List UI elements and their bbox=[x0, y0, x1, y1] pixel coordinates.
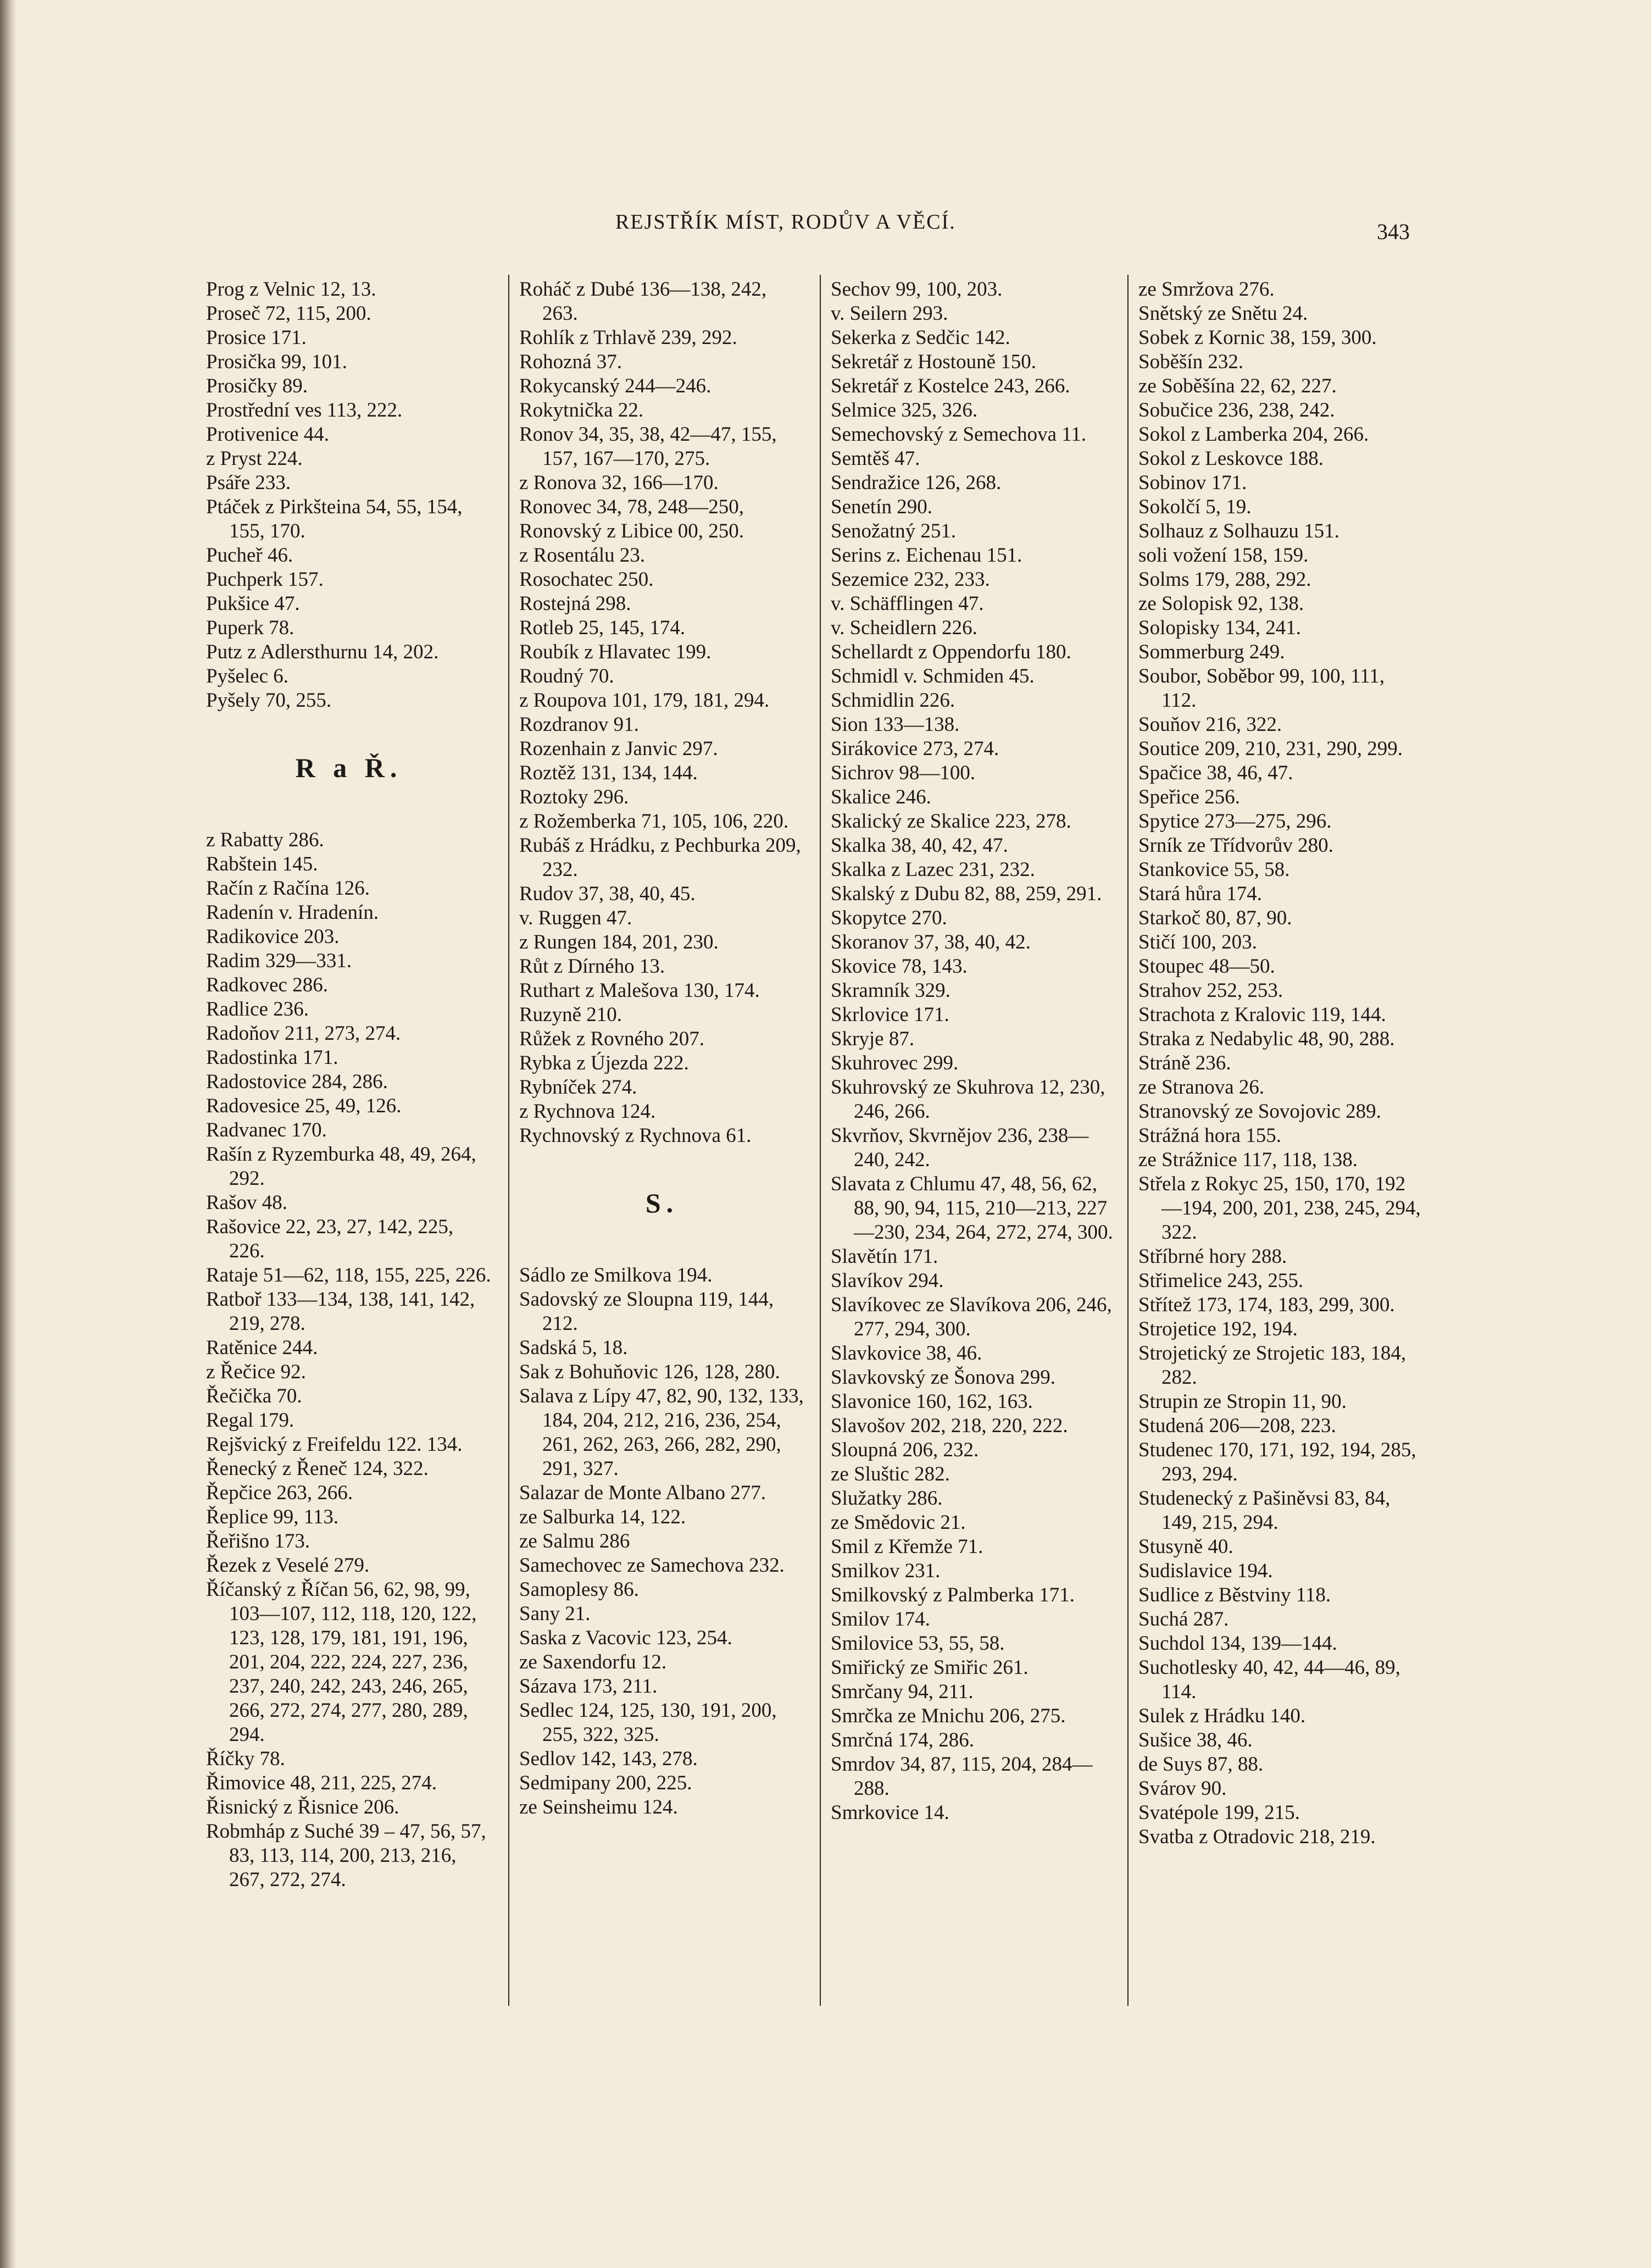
index-entry: Suchá 287. bbox=[1138, 1608, 1229, 1631]
index-entry: v. Ruggen 47. bbox=[519, 907, 632, 929]
index-entry: Soubor, Soběbor 99, 100, 111, 112. bbox=[1138, 665, 1385, 712]
index-entry: Skramník 329. bbox=[831, 979, 950, 1002]
index-entry: Sekretář z Hostouně 150. bbox=[831, 351, 1037, 373]
index-entry: Sekerka z Sedčic 142. bbox=[831, 326, 1010, 349]
index-entry: Řenecký z Řeneč 124, 322. bbox=[206, 1457, 429, 1480]
index-entry: Smrčany 94, 211. bbox=[831, 1681, 974, 1703]
column-rule bbox=[1127, 275, 1129, 2006]
index-entry: Prosice 171. bbox=[206, 326, 307, 349]
index-entry: Radostovice 284, 286. bbox=[206, 1071, 388, 1093]
index-entry: Ronovec 34, 78, 248—250, bbox=[519, 496, 744, 518]
section-heading: R a Ř. bbox=[295, 752, 403, 783]
index-entry: Stará hůra 174. bbox=[1138, 883, 1263, 905]
index-entry: Smrčka ze Mnichu 206, 275. bbox=[831, 1705, 1066, 1727]
index-entry: Salazar de Monte Albano 277. bbox=[519, 1482, 766, 1504]
index-entry: Střimelice 243, 255. bbox=[1138, 1269, 1304, 1292]
index-entry: Střela z Rokyc 25, 150, 170, 192—194, 200, 201, 238, 245, 294, 322. bbox=[1138, 1173, 1421, 1244]
index-column-3 bbox=[831, 278, 1116, 1825]
index-entry: z Ronova 32, 166—170. bbox=[519, 472, 719, 494]
index-entry: Řisnický z Řisnice 206. bbox=[206, 1796, 399, 1818]
index-entry: Skrlovice 171. bbox=[831, 1003, 949, 1026]
index-entry: Řimovice 48, 211, 225, 274. bbox=[206, 1772, 437, 1794]
index-entry: Sádlo ze Smilkova 194. bbox=[519, 1264, 713, 1287]
index-entry: Sany 21. bbox=[519, 1602, 591, 1625]
index-entry: Slavkovice 38, 46. bbox=[831, 1342, 982, 1365]
index-entry: Radkovec 286. bbox=[206, 974, 328, 996]
index-entry: Robmháp z Suché 39 – 47, 56, 57, 83, 113, 114, 200, 213, 216, 267, 272, 274. bbox=[206, 1820, 486, 1891]
index-entry: Snětský ze Snětu 24. bbox=[1138, 302, 1308, 325]
page-number: 343 bbox=[1377, 219, 1410, 244]
index-entry: Říčanský z Říčan 56, 62, 98, 99, 103—107, 112, 118, 120, 122, 123, 128, 179, 181, 191, 196, 201, 204, 222, 224, 227, 236, 237, 240, 242, 243, 246, 265, 266, 272, 274, 277, 280, 289, 294. bbox=[206, 1578, 477, 1746]
index-entry: Strojetický ze Strojetic 183, 184, 282. bbox=[1138, 1342, 1407, 1389]
index-entry: Radoňov 211, 273, 274. bbox=[206, 1022, 401, 1045]
index-entry: Protivenice 44. bbox=[206, 423, 330, 446]
index-entry: Solms 179, 288, 292. bbox=[1138, 568, 1311, 591]
index-entry: Stusyně 40. bbox=[1138, 1535, 1233, 1558]
index-entry: Sedmipany 200, 225. bbox=[519, 1772, 692, 1794]
index-entry: Sezemice 232, 233. bbox=[831, 568, 990, 591]
index-entry: Prostřední ves 113, 222. bbox=[206, 399, 403, 422]
index-entry: Strachota z Kralovic 119, 144. bbox=[1138, 1003, 1386, 1026]
index-entry: Smilkovský z Palmberka 171. bbox=[831, 1584, 1075, 1606]
index-entry: z Rychnova 124. bbox=[519, 1100, 656, 1123]
index-entry: Roháč z Dubé 136—138, 242, 263. bbox=[519, 278, 767, 325]
index-entry: Solhauz z Solhauzu 151. bbox=[1138, 520, 1339, 542]
index-entry: Stoupec 48—50. bbox=[1138, 955, 1275, 978]
index-entry: Souňov 216, 322. bbox=[1138, 713, 1282, 736]
index-entry: Sendražice 126, 268. bbox=[831, 472, 1002, 494]
index-entry: Strážná hora 155. bbox=[1138, 1124, 1281, 1147]
index-entry: Prosičky 89. bbox=[206, 375, 308, 397]
index-entry: Semechovský z Semechova 11. bbox=[831, 423, 1087, 446]
index-entry: Slavonice 160, 162, 163. bbox=[831, 1390, 1033, 1413]
index-entry: Roudný 70. bbox=[519, 665, 614, 687]
index-entry: Sak z Bohuňovic 126, 128, 280. bbox=[519, 1361, 780, 1383]
index-entry: Ruzyně 210. bbox=[519, 1003, 622, 1026]
index-entry: Slavkovský ze Šonova 299. bbox=[831, 1366, 1056, 1389]
index-entry: Rejšvický z Freifeldu 122. 134. bbox=[206, 1433, 463, 1456]
index-entry: Spačice 38, 46, 47. bbox=[1138, 762, 1293, 784]
index-entry: v. Schäfflingen 47. bbox=[831, 592, 984, 615]
index-entry: Schmidl v. Schmiden 45. bbox=[831, 665, 1035, 687]
index-entry: Řeplice 99, 113. bbox=[206, 1506, 339, 1528]
index-entry: soli vožení 158, 159. bbox=[1138, 544, 1309, 567]
index-entry: Putz z Adlersthurnu 14, 202. bbox=[206, 641, 439, 663]
index-entry: Sudlice z Běstviny 118. bbox=[1138, 1584, 1331, 1606]
index-entry: Slavětín 171. bbox=[831, 1245, 938, 1268]
index-entry: Slavošov 202, 218, 220, 222. bbox=[831, 1415, 1068, 1437]
index-entry: Řeřišno 173. bbox=[206, 1530, 310, 1552]
index-entry: Sobučice 236, 238, 242. bbox=[1138, 399, 1335, 422]
index-entry: Pyšely 70, 255. bbox=[206, 689, 332, 712]
index-entry: Pyšelec 6. bbox=[206, 665, 289, 687]
index-entry: Sekretář z Kostelce 243, 266. bbox=[831, 375, 1070, 397]
index-entry: Rostejná 298. bbox=[519, 592, 631, 615]
index-entry: Říčky 78. bbox=[206, 1748, 285, 1770]
index-entry: Soběšín 232. bbox=[1138, 351, 1244, 373]
index-entry: ze Smědovic 21. bbox=[831, 1511, 966, 1534]
index-entry: Rybka z Újezda 222. bbox=[519, 1052, 689, 1074]
index-entry: Smiřický ze Smiřic 261. bbox=[831, 1656, 1029, 1679]
index-entry: Stráně 236. bbox=[1138, 1052, 1231, 1074]
index-entry: Speřice 256. bbox=[1138, 786, 1240, 808]
index-entry: Smrdov 34, 87, 115, 204, 284—288. bbox=[831, 1753, 1093, 1800]
index-entry: Radostinka 171. bbox=[206, 1046, 338, 1069]
index-entry: Pukšice 47. bbox=[206, 592, 300, 615]
index-entry: Skalický ze Skalice 223, 278. bbox=[831, 810, 1071, 833]
index-entry: Sichrov 98—100. bbox=[831, 762, 976, 784]
index-entry: Rabštein 145. bbox=[206, 853, 318, 875]
index-entry: Selmice 325, 326. bbox=[831, 399, 978, 422]
index-entry: ze Strážnice 117, 118, 138. bbox=[1138, 1149, 1358, 1171]
index-entry: Sion 133—138. bbox=[831, 713, 960, 736]
index-entry: Radvanec 170. bbox=[206, 1119, 327, 1141]
index-entry: Sadská 5, 18. bbox=[519, 1337, 628, 1359]
index-entry: Puperk 78. bbox=[206, 617, 294, 639]
index-entry: Strojetice 192, 194. bbox=[1138, 1318, 1298, 1340]
index-entry: Sudislavice 194. bbox=[1138, 1560, 1273, 1582]
column-rule bbox=[508, 275, 509, 2006]
index-entry: Salava z Lípy 47, 82, 90, 132, 133, 184, 204, 212, 216, 236, 254, 261, 262, 263, 266, 282, 290, 291, 327. bbox=[519, 1385, 804, 1480]
index-entry: Skalka z Lazec 231, 232. bbox=[831, 858, 1035, 881]
index-entry: ze Stranova 26. bbox=[1138, 1076, 1265, 1099]
index-entry: Rotleb 25, 145, 174. bbox=[519, 617, 686, 639]
index-entry: ze Solopisk 92, 138. bbox=[1138, 592, 1304, 615]
index-entry: Řepčice 263, 266. bbox=[206, 1482, 353, 1504]
index-entry: Senožatný 251. bbox=[831, 520, 957, 542]
index-entry: Senetín 290. bbox=[831, 496, 932, 518]
index-entry: Slavata z Chlumu 47, 48, 56, 62, 88, 90, 94, 115, 210—213, 227—230, 234, 264, 272, 274, 300. bbox=[831, 1173, 1113, 1244]
index-entry: Proseč 72, 115, 200. bbox=[206, 302, 371, 325]
index-entry: Svatépole 199, 215. bbox=[1138, 1801, 1300, 1824]
index-entry: ze Salburka 14, 122. bbox=[519, 1506, 686, 1528]
index-entry: Ptáček z Pirkšteina 54, 55, 154, 155, 170. bbox=[206, 496, 463, 542]
index-entry: Radovesice 25, 49, 126. bbox=[206, 1095, 402, 1117]
index-entry: Stičí 100, 203. bbox=[1138, 931, 1257, 953]
index-entry: Sokol z Leskovce 188. bbox=[1138, 447, 1324, 470]
index-entry: Růžek z Rovného 207. bbox=[519, 1028, 705, 1050]
index-entry: Skalice 246. bbox=[831, 786, 931, 808]
index-entry: Skoranov 37, 38, 40, 42. bbox=[831, 931, 1031, 953]
index-entry: z Rosentálu 23. bbox=[519, 544, 646, 567]
index-entry: Slavíkovec ze Slavíkova 206, 246, 277, 294, 300. bbox=[831, 1294, 1112, 1340]
index-entry: Rataje 51—62, 118, 155, 225, 226. bbox=[206, 1264, 491, 1287]
index-entry: Služatky 286. bbox=[831, 1487, 943, 1510]
index-entry: Strupin ze Stropin 11, 90. bbox=[1138, 1390, 1347, 1413]
index-entry: Solopisky 134, 241. bbox=[1138, 617, 1302, 639]
index-entry: Sokol z Lamberka 204, 266. bbox=[1138, 423, 1369, 446]
index-entry: Straka z Nedabylic 48, 90, 288. bbox=[1138, 1028, 1395, 1050]
index-entry: Rašov 48. bbox=[206, 1191, 287, 1214]
index-entry: Skuhrovský ze Skuhrova 12, 230, 246, 266. bbox=[831, 1076, 1105, 1123]
index-entry: Skovice 78, 143. bbox=[831, 955, 968, 978]
index-entry: Slavíkov 294. bbox=[831, 1269, 944, 1292]
index-column-1 bbox=[206, 278, 492, 1892]
index-entry: Stříbrné hory 288. bbox=[1138, 1245, 1287, 1268]
index-entry: Radenín v. Hradenín. bbox=[206, 901, 379, 924]
index-entry: Ratboř 133—134, 138, 141, 142, 219, 278. bbox=[206, 1288, 475, 1335]
index-entry: Růt z Dírného 13. bbox=[519, 955, 665, 978]
index-entry: Skryje 87. bbox=[831, 1028, 915, 1050]
index-entry: Rozenhain z Janvic 297. bbox=[519, 737, 718, 760]
index-entry: Řečička 70. bbox=[206, 1385, 302, 1407]
index-entry: Prosička 99, 101. bbox=[206, 351, 347, 373]
index-entry: Stankovice 55, 58. bbox=[1138, 858, 1290, 881]
index-entry: Radlice 236. bbox=[206, 998, 309, 1021]
index-entry: ze Salmu 286 bbox=[519, 1530, 630, 1552]
index-entry: Ronov 34, 35, 38, 42—47, 155, 157, 167—170, 275. bbox=[519, 423, 777, 470]
index-entry: Sechov 99, 100, 203. bbox=[831, 278, 1003, 301]
index-entry: v. Seilern 293. bbox=[831, 302, 948, 325]
index-entry: ze Soběšína 22, 62, 227. bbox=[1138, 375, 1337, 397]
index-entry: Sobek z Kornic 38, 159, 300. bbox=[1138, 326, 1377, 349]
index-entry: z Pryst 224. bbox=[206, 447, 303, 470]
index-entry: z Rungen 184, 201, 230. bbox=[519, 931, 719, 953]
index-entry: Svárov 90. bbox=[1138, 1777, 1227, 1800]
index-entry: Psáře 233. bbox=[206, 472, 291, 494]
index-entry: Svatba z Otradovic 218, 219. bbox=[1138, 1826, 1376, 1848]
index-entry: Radim 329—331. bbox=[206, 950, 352, 972]
index-entry: Sedlec 124, 125, 130, 191, 200, 255, 322, 325. bbox=[519, 1699, 777, 1746]
index-entry: Suchdol 134, 139—144. bbox=[1138, 1632, 1337, 1655]
index-entry: Samoplesy 86. bbox=[519, 1578, 639, 1601]
index-entry: Pucheř 46. bbox=[206, 544, 293, 567]
index-entry: Studenecký z Pašiněvsi 83, 84, 149, 215, 294. bbox=[1138, 1487, 1391, 1534]
index-entry: Spytice 273—275, 296. bbox=[1138, 810, 1332, 833]
index-entry: Smrčná 174, 286. bbox=[831, 1729, 975, 1751]
index-entry: Starkoč 80, 87, 90. bbox=[1138, 907, 1292, 929]
index-entry: Rašín z Ryzemburka 48, 49, 264, 292. bbox=[206, 1143, 476, 1190]
index-entry: Sirákovice 273, 274. bbox=[831, 737, 999, 760]
index-entry: Skuhrovec 299. bbox=[831, 1052, 959, 1074]
index-entry: v. Scheidlern 226. bbox=[831, 617, 977, 639]
index-entry: Rosochatec 250. bbox=[519, 568, 654, 591]
index-entry: Soutice 209, 210, 231, 290, 299. bbox=[1138, 737, 1403, 760]
index-entry: z Roupova 101, 179, 181, 294. bbox=[519, 689, 770, 712]
index-entry: Sázava 173, 211. bbox=[519, 1675, 658, 1698]
index-entry: Strahov 252, 253. bbox=[1138, 979, 1283, 1002]
index-entry: ze Saxendorfu 12. bbox=[519, 1651, 667, 1673]
index-entry: Rohozná 37. bbox=[519, 351, 622, 373]
index-entry: ze Seinsheimu 124. bbox=[519, 1796, 678, 1818]
index-entry: Rozdranov 91. bbox=[519, 713, 639, 736]
index-column-4 bbox=[1138, 278, 1424, 1849]
index-entry: Ratěnice 244. bbox=[206, 1337, 318, 1359]
index-entry: Skvrňov, Skvrnějov 236, 238—240, 242. bbox=[831, 1124, 1089, 1171]
index-entry: Suchotlesky 40, 42, 44—46, 89, 114. bbox=[1138, 1656, 1400, 1703]
index-entry: z Rabatty 286. bbox=[206, 829, 324, 851]
column-rule bbox=[820, 275, 821, 2006]
index-entry: Sokolčí 5, 19. bbox=[1138, 496, 1252, 518]
index-entry: Smrkovice 14. bbox=[831, 1801, 949, 1824]
book-spine-shadow bbox=[0, 0, 16, 2268]
index-entry: Rohlík z Trhlavě 239, 292. bbox=[519, 326, 737, 349]
index-entry: Roztoky 296. bbox=[519, 786, 629, 808]
index-entry: Roztěž 131, 134, 144. bbox=[519, 762, 698, 784]
index-entry: Rokytnička 22. bbox=[519, 399, 644, 422]
index-entry: Rudov 37, 38, 40, 45. bbox=[519, 883, 696, 905]
index-entry: Srník ze Třídvorův 280. bbox=[1138, 834, 1333, 857]
index-entry: Střítež 173, 174, 183, 299, 300. bbox=[1138, 1294, 1395, 1316]
index-entry: Schmidlin 226. bbox=[831, 689, 955, 712]
index-entry: Stranovský ze Sovojovic 289. bbox=[1138, 1100, 1381, 1123]
index-entry: Prog z Velnic 12, 13. bbox=[206, 278, 376, 301]
index-entry: Serins z. Eichenau 151. bbox=[831, 544, 1022, 567]
index-entry: Studenec 170, 171, 192, 194, 285, 293, 294. bbox=[1138, 1439, 1416, 1485]
index-entry: z Řečice 92. bbox=[206, 1361, 306, 1383]
index-entry: Smilov 174. bbox=[831, 1608, 930, 1631]
index-entry: de Suys 87, 88. bbox=[1138, 1753, 1264, 1776]
index-entry: Sulek z Hrádku 140. bbox=[1138, 1705, 1306, 1727]
index-entry: Rašovice 22, 23, 27, 142, 225, 226. bbox=[206, 1216, 454, 1262]
index-entry: Řezek z Veselé 279. bbox=[206, 1554, 370, 1577]
index-entry: Skopytce 270. bbox=[831, 907, 947, 929]
index-entry: Rychnovský z Rychnova 61. bbox=[519, 1124, 752, 1147]
index-entry: Rokycanský 244—246. bbox=[519, 375, 711, 397]
index-entry: Skalka 38, 40, 42, 47. bbox=[831, 834, 1008, 857]
index-entry: Ruthart z Malešova 130, 174. bbox=[519, 979, 760, 1002]
index-entry: Sadovský ze Sloupna 119, 144, 212. bbox=[519, 1288, 774, 1335]
index-entry: Radikovice 203. bbox=[206, 925, 340, 948]
index-column-2 bbox=[519, 278, 805, 1820]
index-entry: Rybníček 274. bbox=[519, 1076, 637, 1099]
index-entry: Skalský z Dubu 82, 88, 259, 291. bbox=[831, 883, 1102, 905]
index-entry: Regal 179. bbox=[206, 1409, 294, 1432]
index-entry: Sedlov 142, 143, 278. bbox=[519, 1748, 698, 1770]
index-entry: Puchperk 157. bbox=[206, 568, 324, 591]
index-entry: ze Sluštic 282. bbox=[831, 1463, 950, 1485]
index-entry: Smilovice 53, 55, 58. bbox=[831, 1632, 1005, 1655]
running-title: REJSTŘÍK MÍST, RODŮV A VĚCÍ. bbox=[615, 210, 956, 234]
index-entry: Saska z Vacovic 123, 254. bbox=[519, 1627, 732, 1649]
section-heading: S. bbox=[645, 1188, 679, 1218]
index-entry: Ronovský z Libice 00, 250. bbox=[519, 520, 744, 542]
index-entry: Schellardt z Oppendorfu 180. bbox=[831, 641, 1071, 663]
index-entry: Sloupná 206, 232. bbox=[831, 1439, 979, 1461]
index-entry: Studená 206—208, 223. bbox=[1138, 1415, 1336, 1437]
index-entry: z Rožemberka 71, 105, 106, 220. bbox=[519, 810, 789, 833]
index-entry: Smil z Křemže 71. bbox=[831, 1535, 983, 1558]
index-entry: Sobinov 171. bbox=[1138, 472, 1247, 494]
index-entry: Rubáš z Hrádku, z Pechburka 209, 232. bbox=[519, 834, 801, 881]
index-entry: Smilkov 231. bbox=[831, 1560, 941, 1582]
index-entry: Samechovec ze Samechova 232. bbox=[519, 1554, 785, 1577]
index-entry: Račín z Račína 126. bbox=[206, 877, 370, 900]
index-entry: Roubík z Hlavatec 199. bbox=[519, 641, 711, 663]
index-entry: Sommerburg 249. bbox=[1138, 641, 1285, 663]
index-entry: ze Smržova 276. bbox=[1138, 278, 1275, 301]
index-entry: Semtěš 47. bbox=[831, 447, 920, 470]
index-entry: Sušice 38, 46. bbox=[1138, 1729, 1253, 1751]
